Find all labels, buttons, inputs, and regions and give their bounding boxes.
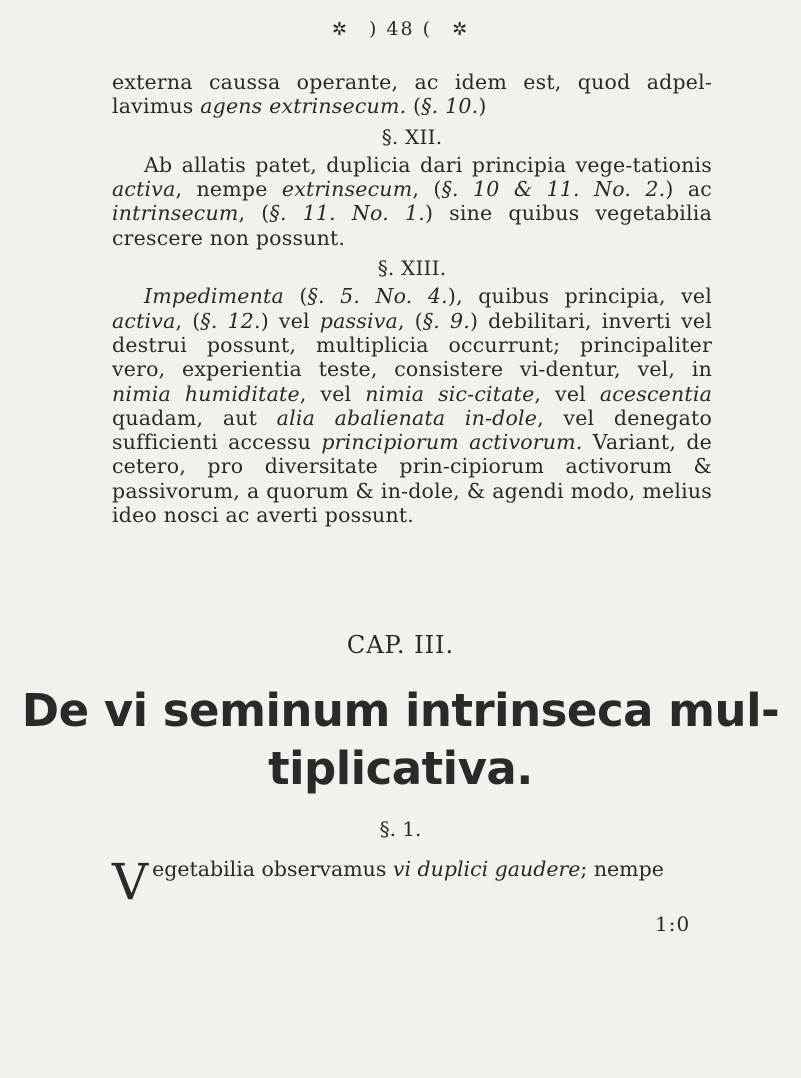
italic-run: §. 11. No. 1. <box>269 201 425 226</box>
italic-run: vi duplici gaudere <box>392 857 581 881</box>
italic-run: extrinsecum <box>281 177 413 202</box>
italic-run: agens extrinsecum. <box>200 94 407 119</box>
text-run: ) <box>478 94 487 119</box>
page-number: ) 48 ( <box>368 18 433 40</box>
paragraph-12 <box>112 153 712 250</box>
section-heading-12: §. XII. <box>381 124 443 149</box>
italic-run: passiva <box>319 308 398 333</box>
italic-run: nimia sic-citate <box>365 381 535 406</box>
text-run: , ( <box>175 308 201 333</box>
section-heading-1: §. 1. <box>379 817 422 841</box>
text-run: quadam, aut <box>112 405 277 430</box>
chapter-title <box>0 682 801 798</box>
text-run: Variant, de cetero, pro diversitate prin-cipiorum activorum & passivorum, a quorum & in-dole, & agendi modo, melius ideo nosci ac averti possunt. <box>112 430 713 528</box>
text-run: egetabilia observamus <box>152 857 393 881</box>
text-run: externa caussa operante, ac idem est, quod adpel-lavimus <box>112 70 712 119</box>
paragraph-1 <box>112 853 712 911</box>
text-run: ( <box>406 94 422 119</box>
section-heading-13: §. XIII. <box>377 256 447 281</box>
italic-run: §. 10. <box>421 94 479 119</box>
italic-run: activa <box>112 177 176 202</box>
chapter-number: CAP. III. <box>346 631 455 659</box>
running-header <box>0 18 801 40</box>
text-run: ) ac <box>665 177 712 202</box>
text-run: ) vel <box>260 308 320 333</box>
italic-run: nimia humiditate <box>112 381 300 406</box>
drop-capital: V <box>112 853 149 911</box>
italic-run: principiorum activorum. <box>321 430 583 455</box>
flower-ornament-icon: ✲ <box>452 19 470 40</box>
italic-run: §. 5. No. 4. <box>307 284 448 309</box>
italic-run: alia abalienata in-dole <box>276 405 538 430</box>
text-run: ( <box>283 284 308 309</box>
chapter-title-line: De vi seminum intrinseca mul- <box>21 684 780 737</box>
flower-ornament-icon: ✲ <box>331 19 349 40</box>
paragraph-13 <box>112 284 712 527</box>
italic-run: §. 12. <box>200 308 261 333</box>
italic-run: §. 9. <box>422 308 470 333</box>
italic-run: activa <box>112 308 176 333</box>
paragraph-continuation <box>112 70 712 119</box>
italic-run: intrinsecum <box>112 201 239 226</box>
text-run: , vel <box>299 381 366 406</box>
text-run: ), quibus principia, vel <box>447 284 712 309</box>
main-text <box>112 70 712 527</box>
text-run: , nempe <box>175 177 282 202</box>
italic-run: §. 10 & 11. No. 2. <box>441 177 666 202</box>
text-run: ; nempe <box>580 857 664 881</box>
catchword: 1:0 <box>655 912 691 936</box>
text-run: ) sine quibus vegetabilia crescere non possunt. <box>112 201 712 250</box>
text-run: , ( <box>238 201 270 226</box>
text-run: , ( <box>397 308 423 333</box>
text-run: , ( <box>412 177 442 202</box>
chapter-title-line: tiplicativa. <box>268 742 533 795</box>
text-run: Ab allatis patet, duplicia dari principia vege-tationis <box>144 152 712 177</box>
italic-run: Impedimenta <box>144 284 284 309</box>
text-run: ) debilitari, inverti vel destrui possunt, multiplicia occurrunt; principaliter vero, experientia teste, consistere vi-dentur, vel, in <box>112 308 712 382</box>
text-run: , vel denegato sufficienti accessu <box>112 405 712 455</box>
italic-run: acescentia <box>599 381 712 406</box>
text-run: , vel <box>534 381 600 406</box>
